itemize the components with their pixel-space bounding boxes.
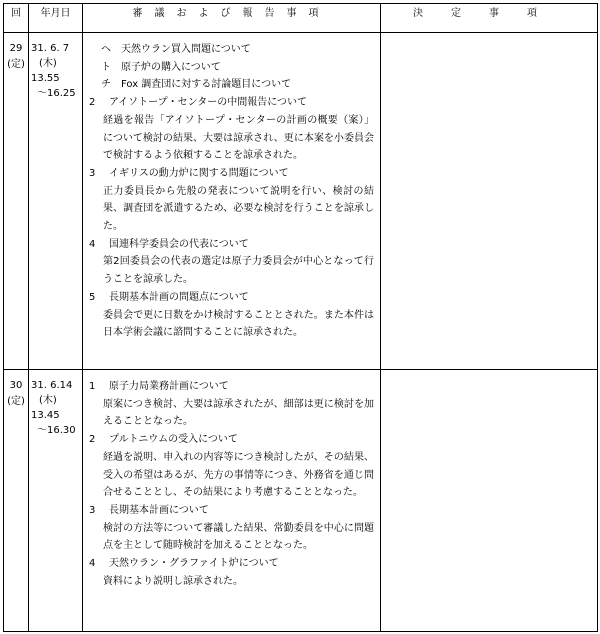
header-row bbox=[4, 4, 598, 33]
agenda-item-mark: ヘ bbox=[101, 44, 111, 55]
agenda-item-title bbox=[89, 502, 374, 520]
agenda-item-title bbox=[89, 59, 374, 77]
meeting-weekday: (木) bbox=[39, 395, 57, 406]
agenda-item-mark: 4 bbox=[89, 238, 96, 250]
meeting-rows bbox=[4, 33, 598, 632]
agenda-item-mark: 4 bbox=[89, 558, 96, 570]
meeting-type: (定) bbox=[7, 59, 25, 70]
agenda-item-title-text: 天然ウラン買入問題について bbox=[121, 44, 251, 55]
agenda-item-mark: 3 bbox=[89, 167, 96, 179]
agenda-item-title-text: 天然ウラン・グラファイト炉について bbox=[109, 558, 279, 570]
agenda-item-mark: 1 bbox=[89, 381, 96, 392]
header-number: 回 bbox=[4, 4, 29, 33]
agenda-item-title bbox=[89, 76, 374, 94]
decision-cell bbox=[381, 370, 598, 632]
agenda-item-description: 資料により説明し諒承された。 bbox=[103, 575, 243, 587]
meeting-time-end: ～16.25 bbox=[37, 88, 76, 99]
meeting-time-end: ～16.30 bbox=[37, 425, 76, 436]
agenda-cell bbox=[83, 370, 381, 632]
agenda-item-title bbox=[89, 431, 374, 449]
agenda-item-mark: 3 bbox=[89, 504, 96, 516]
agenda-item-description: 経過を報告「アイソトープ・センターの計画の概要（案）」について検討の結果、大要は諒承され、更に本案を小委員会で検討するよう依頼することを諒承された。 bbox=[103, 114, 374, 162]
agenda-item-title-text: 原子力局業務計画について bbox=[109, 381, 229, 392]
agenda-item-description: 経過を説明、申入れの内容等につき検討したが、その結果、受入の希望はあるが、先方の事情等につき、外務省を通じ問合せることとし、その結果により考慮することとなった。 bbox=[103, 451, 374, 499]
agenda-item-title-text: 国連科学委員会の代表について bbox=[109, 238, 249, 250]
meeting-row bbox=[4, 370, 598, 632]
agenda-cell bbox=[83, 33, 381, 370]
meeting-time-start: 13.45 bbox=[31, 410, 60, 421]
agenda-item-title-text: 原子炉の購入について bbox=[121, 61, 221, 73]
header-agenda: 審議および報告事項 bbox=[83, 4, 381, 33]
agenda-item-description: 正力委員長から先般の発表について説明を行い、検討の結果、調査団を派遣するため、必要な検討を行うことを諒承した。 bbox=[103, 185, 374, 233]
agenda-item-title-text: アイソトープ・センターの中間報告について bbox=[109, 97, 307, 109]
meeting-weekday: (木) bbox=[39, 58, 57, 69]
agenda-item-description: 委員会で更に日数をかけ検討することとされた。また本件は日本学術会議に諮問することに諒承された。 bbox=[103, 309, 374, 339]
meeting-number-cell bbox=[4, 370, 29, 632]
meeting-date: 31. 6. 7 bbox=[31, 43, 70, 54]
agenda-item-mark: ト bbox=[101, 61, 111, 73]
minutes-table bbox=[3, 3, 598, 632]
agenda-item-title bbox=[89, 236, 374, 254]
meeting-date-cell bbox=[29, 33, 83, 370]
meeting-time-start: 13.55 bbox=[31, 73, 60, 84]
agenda-item-description: 原案につき検討、大要は諒承されたが、細部は更に検討を加えることとなった。 bbox=[103, 398, 374, 428]
agenda-item-title bbox=[89, 378, 374, 396]
agenda-item-title-text: 長期基本計画について bbox=[109, 504, 209, 516]
agenda-item-title bbox=[89, 41, 374, 59]
meeting-number: 29 bbox=[9, 43, 23, 54]
header-date: 年月日 bbox=[29, 4, 83, 33]
agenda-item-mark: 2 bbox=[89, 97, 96, 109]
agenda-item-mark: 5 bbox=[89, 291, 96, 303]
agenda-item-title-text: 長期基本計画の問題点について bbox=[109, 291, 249, 303]
agenda-item-title bbox=[89, 165, 374, 183]
meeting-date: 31. 6.14 bbox=[31, 380, 73, 391]
agenda-item-title-text: プルトニウムの受入について bbox=[109, 434, 238, 446]
agenda-item-title-text: Fox 調査団に対する討論題目について bbox=[121, 79, 292, 91]
agenda-item-description: 第2回委員会の代表の選定は原子力委員会が中心となって行うことを諒承した。 bbox=[103, 256, 374, 286]
meeting-number: 30 bbox=[9, 380, 23, 391]
agenda-item-title bbox=[89, 555, 374, 573]
meeting-row bbox=[4, 33, 598, 370]
meeting-type: (定) bbox=[7, 396, 25, 407]
agenda-item-title bbox=[89, 289, 374, 307]
agenda-item-title-text: イギリスの動力炉に関する問題について bbox=[109, 167, 289, 179]
agenda-item-mark: 2 bbox=[89, 434, 96, 446]
agenda-item-description: 検討の方法等について審議した結果、常勤委員を中心に問題点を主として随時検討を加えることとなった。 bbox=[103, 522, 374, 552]
header-decision: 決定事項 bbox=[381, 4, 598, 33]
meeting-date-cell bbox=[29, 370, 83, 632]
agenda-item-title bbox=[89, 94, 374, 112]
meeting-number-cell bbox=[4, 33, 29, 370]
agenda-item-mark: チ bbox=[101, 79, 111, 91]
decision-cell bbox=[381, 33, 598, 370]
